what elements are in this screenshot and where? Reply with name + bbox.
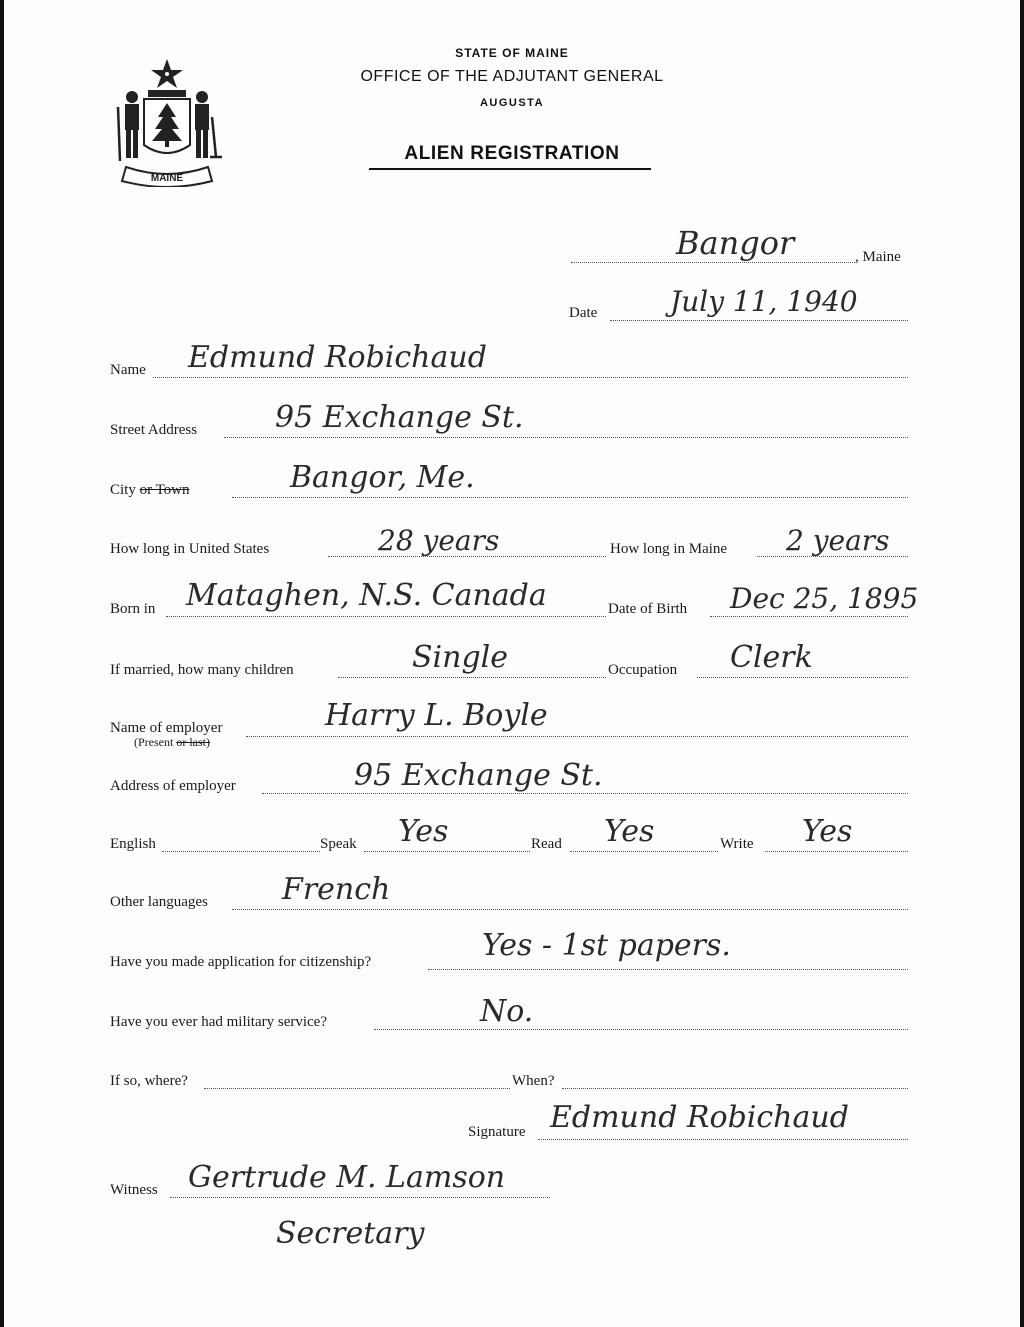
speak-dots [364,851,530,852]
city-label [110,482,190,499]
how-long-us-label: How long in United States [110,541,270,557]
employer-address-label: Address of employer [110,778,236,794]
street-label: Street Address [110,422,198,438]
date-label: Date [569,305,598,321]
read-label: Read [531,836,562,852]
write-dots [765,851,908,852]
place-suffix-label: , Maine [855,249,901,265]
employer-sublabel [134,735,210,750]
english-dots [162,851,320,852]
signature-value: Edmund Robichaud [550,1100,849,1135]
employer-struck-text: or last) [176,735,210,749]
read-dots [570,851,718,852]
name-dots [153,377,908,378]
place-value: Bangor [676,224,795,262]
title-underline [369,168,651,170]
witness-value: Gertrude M. Lamson [188,1160,506,1195]
born-in-label: Born in [110,601,156,617]
name-value: Edmund Robichaud [188,340,487,375]
born-in-value: Mataghen, N.S. Canada [186,578,547,613]
employer-dots [246,736,908,737]
military-label: Have you ever had military service? [110,1014,327,1030]
witness-label: Witness [110,1182,158,1198]
how-long-maine-value: 2 years [786,524,890,557]
header-city: AUGUSTA [479,97,545,109]
children-label: If married, how many children [110,662,294,678]
date-value: July 11, 1940 [670,285,858,318]
occupation-dots [697,677,908,678]
employer-present-text: (Present [134,735,174,749]
how-long-maine-label: How long in Maine [610,541,728,557]
military-dots [374,1029,908,1030]
scan-edge-right [1020,0,1024,1327]
when-label: When? [512,1073,555,1089]
english-label: English [110,836,156,852]
street-dots [224,437,908,438]
signature-label: Signature [468,1124,526,1140]
place-dots [571,262,855,263]
employer-value: Harry L. Boyle [325,698,548,733]
children-value: Single [412,640,509,675]
citizenship-label: Have you made application for citizenship? [110,954,372,970]
name-label: Name [110,362,146,378]
header-office: OFFICE OF THE ADJUTANT GENERAL [360,68,664,85]
citizenship-value: Yes - 1st papers. [482,928,731,963]
other-languages-value: French [282,872,391,907]
citizenship-dots [428,969,908,970]
employer-label: Name of employer [110,720,223,736]
speak-value: Yes [398,814,449,849]
where-dots [204,1088,510,1089]
date-of-birth-label: Date of Birth [608,601,688,617]
date-of-birth-dots [710,616,908,617]
other-languages-label: Other languages [110,894,208,910]
when-dots [562,1088,908,1089]
witness-title-value: Secretary [276,1216,425,1251]
form-title: ALIEN REGISTRATION [404,143,620,164]
military-value: No. [480,994,534,1029]
employer-address-value: 95 Exchange St. [354,758,603,793]
read-value: Yes [604,814,655,849]
where-label: If so, where? [110,1073,188,1089]
header-state: STATE OF MAINE [455,46,569,60]
write-label: Write [720,836,754,852]
scan-edge-left [0,0,4,1327]
occupation-label: Occupation [608,662,678,678]
witness-dots [170,1197,550,1198]
write-value: Yes [802,814,853,849]
other-languages-dots [232,909,908,910]
born-in-dots [166,616,606,617]
date-dots [610,320,908,321]
city-label-text: City [110,482,136,498]
signature-dots [538,1139,908,1140]
street-value: 95 Exchange St. [275,400,524,435]
seal-banner-text: MAINE [150,173,184,184]
speak-label: Speak [320,836,357,852]
city-dots [232,497,908,498]
date-of-birth-value: Dec 25, 1895 [730,582,919,615]
children-dots [338,677,606,678]
how-long-us-value: 28 years [378,524,500,557]
city-label-struck: or Town [139,482,190,498]
occupation-value: Clerk [730,640,813,675]
employer-address-dots [262,793,908,794]
city-value: Bangor, Me. [290,460,475,495]
